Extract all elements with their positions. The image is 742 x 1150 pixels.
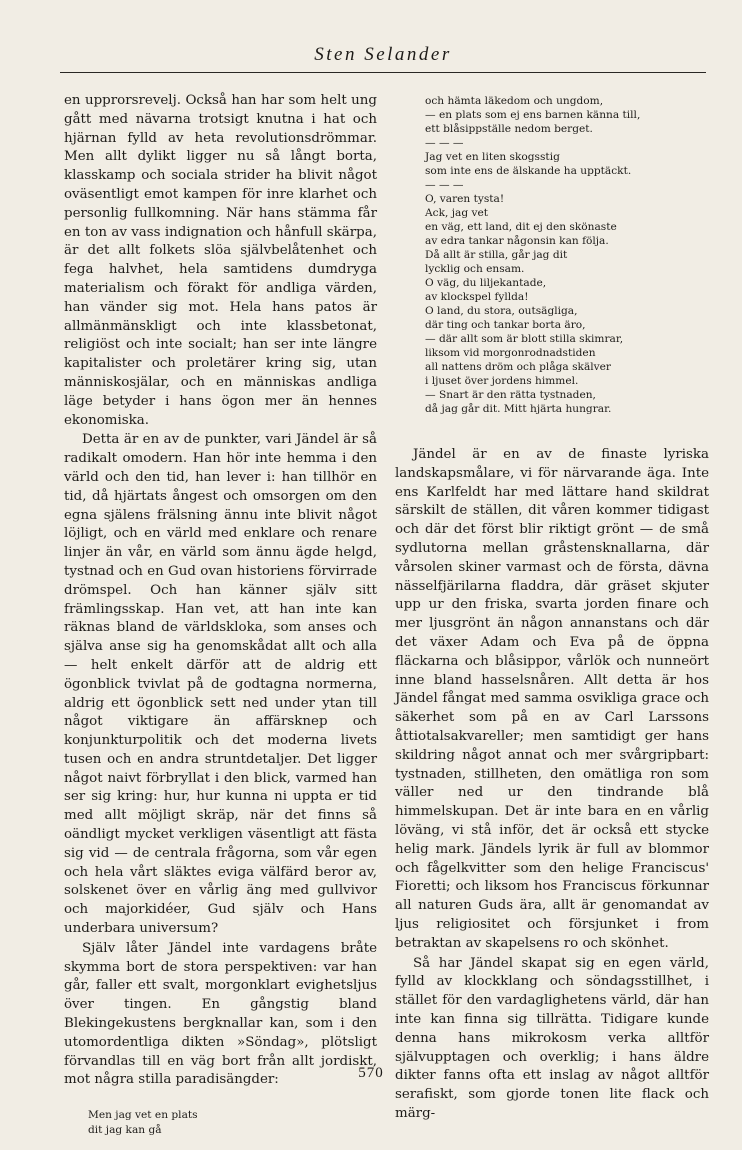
poem-line: där ting och tankar borta äro, — [425, 319, 586, 331]
poem-line: all nattens dröm och plåga skälver — [425, 361, 611, 373]
body-paragraph: en upprorsrevelj. Också han har som helt ung gått med nävarna trotsigt knutna i hat och hjärnan fylld av heta revolutionsdrömmar. Men allt dylikt ligger nu så långt borta, klasskamp och sociala strider ha blivit något oväsentligt emot kampen för inre klarhet och personlig fullkomning. När hans stämma får en ton av vass indignation och hånfull skärpa, är det allt folkets slöa självbelåtenhet och fega halvhet, hela samtidens dumdryga materialism och förakt för andliga värden, han vänder sig mot. Hela hans patos är allmänmänskligt och inte klassbetonat, religiöst och inte socialt; han ser inte längre kapitalister och proletärer kring sig, utan människosjälar, och en människas andliga läge betyder i hans ögon mer än hennes ekonomiska. — [64, 93, 377, 428]
poem-line: liksom vid morgonrodnadstiden — [425, 347, 596, 359]
poem-line: dit jag kan gå — [88, 1124, 162, 1137]
poem-line: — Snart är den rätta tystnaden, — [425, 389, 596, 401]
poem-line: Men jag vet en plats — [88, 1109, 198, 1122]
stanza-divider: — — — — [425, 179, 464, 191]
header-rule — [60, 72, 706, 73]
page-number: 570 — [358, 1065, 384, 1081]
poem-stanza — [395, 94, 709, 416]
poem-line: Jag vet en liten skogsstig — [425, 151, 560, 163]
poem-line: O, varen tysta! — [425, 193, 505, 205]
poem-line: en väg, ett land, dit ej den skönaste — [425, 221, 617, 233]
poem-line: ett blåsippställe nedom berget. — [425, 123, 593, 135]
poem-line: O väg, du liljekantade, — [425, 277, 547, 289]
poem-excerpt — [64, 1108, 377, 1138]
poem-line: av klockspel fyllda! — [425, 291, 529, 303]
poem-line: och hämta läkedom och ungdom, — [425, 95, 604, 107]
body-paragraph: Detta är en av de punkter, vari Jändel är så radikalt omodern. Han hör inte hemma i den värld och den tid, han lever i: han tillhör en tid, då hjärtats ångest och omsorgen om den egna själens frälsning ännu inte blivit något löjligt, och en värld med enklare och renare linjer än vår, en värld som ännu ägde helgd, tystnad och en Gud ovan historiens förvirrade drömspel. Och han känner själv sitt främlingsskap. Han vet, att han inte kan räknas bland de världskloka, som anses och själva anse sig ha genomskådat allt och alla — helt enkelt därför att de aldrig ett ögonblick tvivlat på de godtagna normerna, aldrig ett ögonblick sett ned under ytan till något viktigare än affärsknep och konjunkturpolitik och det moderna livets tusen och en andra struntdetaljer. Det ligger något naivt förbryllat i den blick, varmed han ser sig kring: hur, hur kunna ni uppta er tid med allt möjligt skräp, när det finns så oändligt mycket verkligen väsentligt att fästa sig vid — de centrala frågorna, som vår egen och hela vårt släktes eviga välfärd beror av, solskenet över en vårlig äng med gullvivor och majorkidéer, Gud själv och Hans underbara universum? — [64, 432, 377, 937]
poem-line: O land, du stora, outsägliga, — [425, 305, 578, 317]
stanza-divider: — — — — [425, 137, 464, 149]
poem-line: då jag går dit. Mitt hjärta hungrar. — [425, 403, 612, 415]
poem-line: lycklig och ensam. — [425, 263, 525, 275]
poem-line: Ack, jag vet — [425, 207, 488, 219]
right-column — [395, 92, 709, 1124]
body-paragraph: Själv låter Jändel inte vardagens bråte skymma bort de stora perspektiven: var han går, faller ett svalt, morgonklart evighetsljus över tingen. En gångstig bland Blekingekustens bergknallar kan, som i den utomordentliga dikten »Söndag», plötsligt förvandlas till en väg bort från allt jordiskt, mot några stilla paradisängder: — [64, 940, 377, 1088]
running-head: Sten Selander — [314, 44, 452, 65]
spacer — [395, 416, 709, 426]
poem-line: Då allt är stilla, går jag dit — [425, 249, 568, 261]
poem-line: som inte ens de älskande ha upptäckt. — [425, 165, 632, 177]
poem-line: i ljuset över jordens himmel. — [425, 375, 579, 387]
left-column — [64, 92, 377, 1138]
body-paragraph: Så har Jändel skapat sig en egen värld, fylld av klockklang och söndagsstillhet, i stället för den vardaglighetens värld, där han inte kan finna sig tillrätta. Tidigare kunde denna hans mikrokosm verka alltför självupptagen och overklig; i hans äldre dikter fanns ofta ett inslag av något alltför serafiskt, som gjorde tonen lite flack och märg- — [395, 955, 709, 1121]
poem-line: av edra tankar någonsin kan följa. — [425, 235, 609, 247]
poem-line: — en plats som ej ens barnen känna till, — [425, 109, 641, 121]
poem-line: — där allt som är blott stilla skimrar, — [425, 333, 624, 345]
body-paragraph: Jändel är en av de finaste lyriska landskapsmålare, vi för närvarande äga. Inte ens Karlfeldt har med lättare hand skildrat särskilt de ställen, dit våren kommer tidigast och där det först blir riktigt grönt — de små sydlutorna mellan gråstensknallarna, där vårsolen skiner varmast och de första, dävna nässelfjärilarna fladdra, där gräset skjuter upp ur den friska, svarta jorden finare och mer ljusgrönt än någon annanstans och där det växer Adam och Eva på de öppna fläckarna och blåsippor, vårlök och nunneört inne bland hasselsnåren. Allt detta är hos Jändel fångat med samma osvikliga grace och säkerhet som på en av Carl Larssons åttiotalsakvareller; men samtidigt ger hans skildring något annat och mer svårgripbart: tystnaden, stillheten, den omätliga ron som väller ned ur den tindrande blå himmelskupan. Det är inte bara en en vårlig löväng, vi stå inför, det är också ett stycke helig mark. Jändels lyrik är full av blommor och fågelkvitter som den helige Franciscus' Fioretti; och liksom hos Franciscus förkunnar all naturen Guds ära, allt är genomandat av ljus religiositet och försjunket i from betraktan av skapelsens ro och skönhet. — [395, 447, 709, 951]
